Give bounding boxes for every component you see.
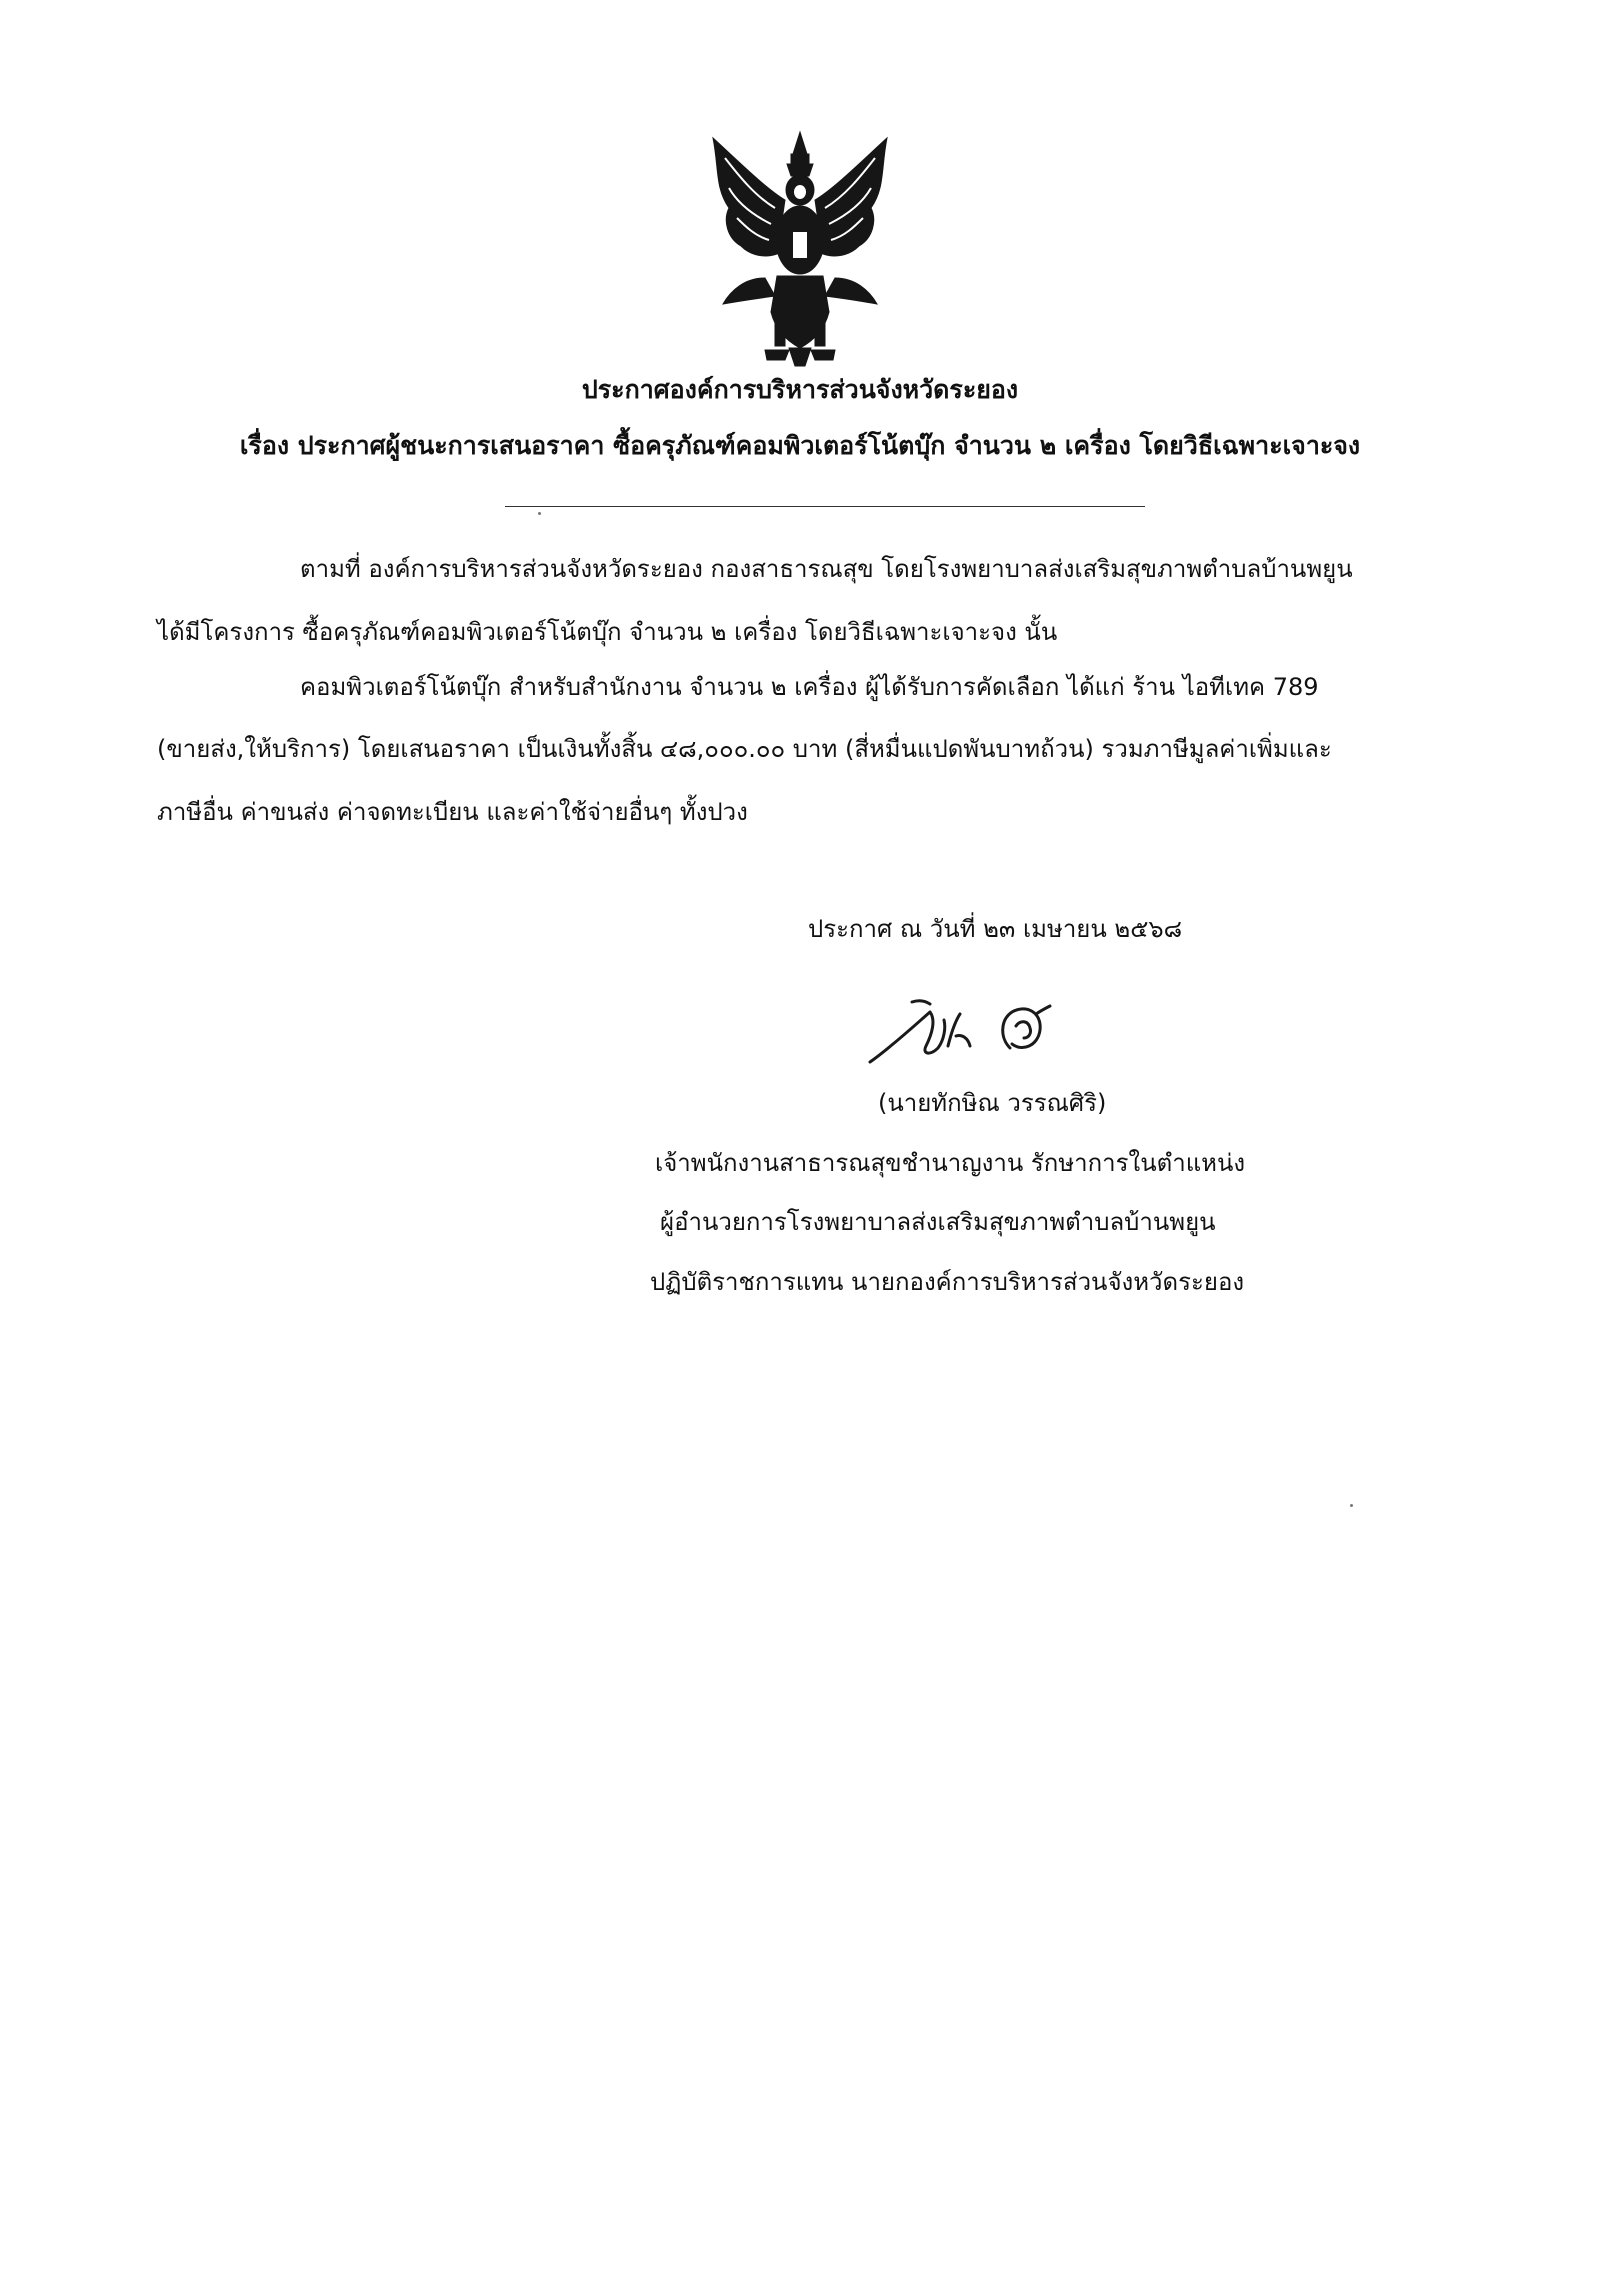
signatory-title-3: ปฏิบัติราชการแทน นายกองค์การบริหารส่วนจังหวัดระยอง [650,1268,1245,1296]
signatory-name: (นายทักษิณ วรรณศิริ) [878,1089,1107,1117]
paragraph-1-line-2: ได้มีโครงการ ซื้อครุภัณฑ์คอมพิวเตอร์โน้ตบุ๊ก จำนวน ๒ เครื่อง โดยวิธีเฉพาะเจาะจง นั้น [157,618,1058,646]
signatory-title-2: ผู้อำนวยการโรงพยาบาลส่งเสริมสุขภาพตำบลบ้านพยูน [660,1208,1216,1236]
scan-speck [1350,1504,1353,1507]
paragraph-2-line-3: ภาษีอื่น ค่าขนส่ง ค่าจดทะเบียน และค่าใช้จ่ายอื่นๆ ทั้งปวง [157,798,748,826]
paragraph-2-line-1: คอมพิวเตอร์โน้ตบุ๊ก สำหรับสำนักงาน จำนวน ๒ เครื่อง ผู้ได้รับการคัดเลือก ได้แก่ ร้าน ไอทีเทค 789 [300,673,1319,701]
announcement-date: ประกาศ ณ วันที่ ๒๓ เมษายน ๒๕๖๘ [808,915,1183,943]
paragraph-2-line-2: (ขายส่ง,ให้บริการ) โดยเสนอราคา เป็นเงินทั้งสิ้น ๔๘,๐๐๐.๐๐ บาท (สี่หมื่นแปดพันบาทถ้วน) รวมภาษีมูลค่าเพิ่มและ [157,735,1332,763]
handwritten-signature [860,990,1100,1090]
paragraph-1-line-1: ตามที่ องค์การบริหารส่วนจังหวัดระยอง กองสาธารณสุข โดยโรงพยาบาลส่งเสริมสุขภาพตำบลบ้านพยูน [300,555,1353,583]
scan-speck [538,512,541,515]
announcement-subject: เรื่อง ประกาศผู้ชนะการเสนอราคา ซื้อครุภัณฑ์คอมพิวเตอร์โน้ตบุ๊ก จำนวน ๒ เครื่อง โดยวิธีเฉพาะเจาะจง [239,431,1361,460]
announcement-title: ประกาศองค์การบริหารส่วนจังหวัดระยอง [581,375,1019,404]
garuda-emblem-icon [705,128,895,368]
signatory-title-1: เจ้าพนักงานสาธารณสุขชำนาญงาน รักษาการในตำแหน่ง [655,1149,1246,1177]
title-divider [505,506,1145,507]
